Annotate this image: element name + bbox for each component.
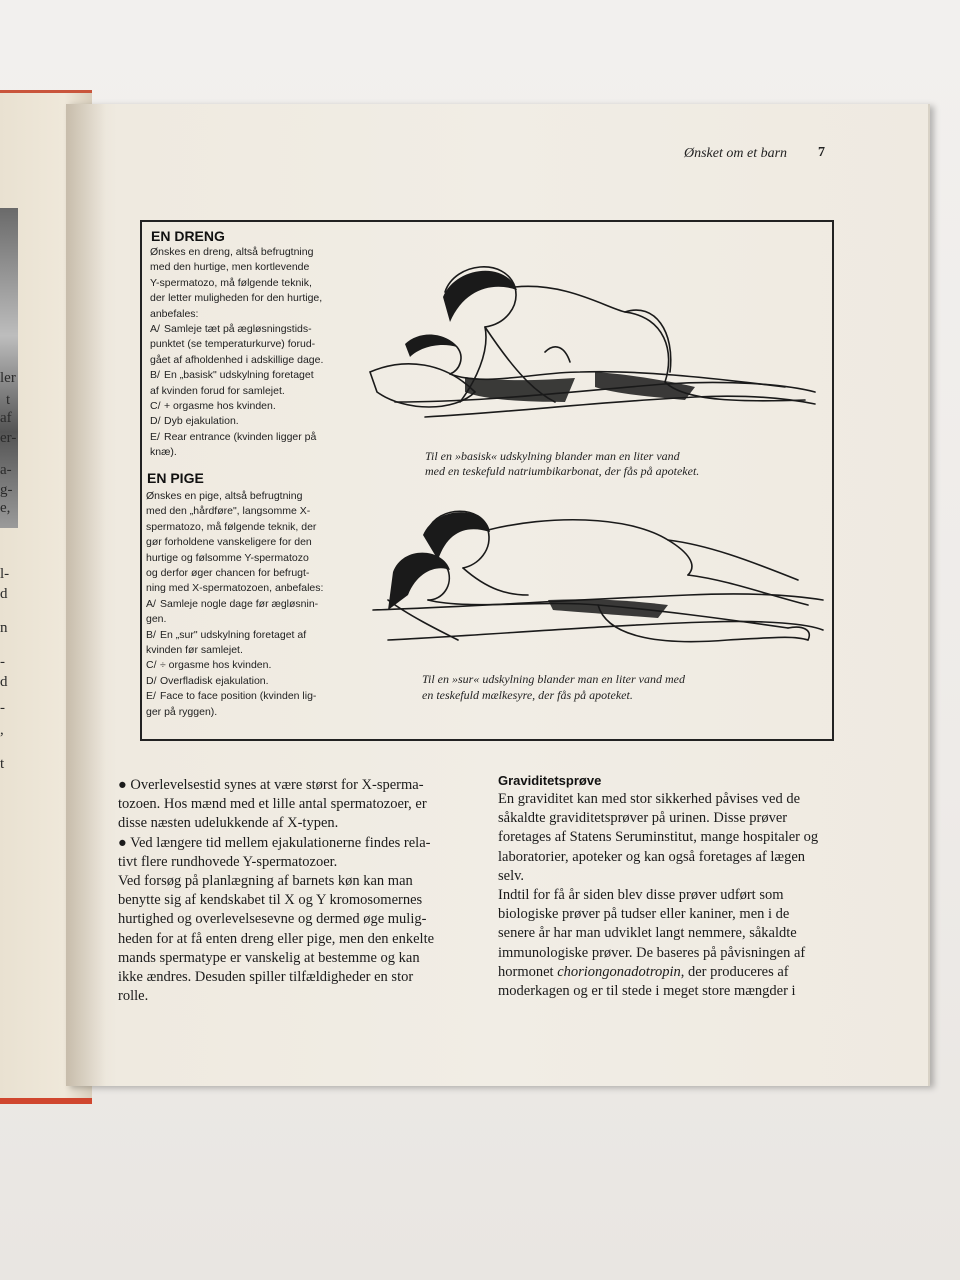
caption-sur-1: Til en »sur« udskylning blander man en liter vand med (422, 672, 685, 686)
heading-graviditetsprove: Graviditetsprøve (498, 773, 602, 788)
caption-sur-2: en teskefuld mælkesyre, der fås på apoteket. (422, 688, 633, 702)
illustration-rear-entrance (365, 252, 820, 447)
body-line: En graviditet kan med stor sikkerhed påvises ved de (498, 791, 801, 807)
list-item-line: Face to face position (kvinden lig- (160, 690, 317, 703)
list-item-line: En „sur" udskylning foretaget af (160, 628, 307, 641)
heading-en-pige: EN PIGE (147, 470, 204, 486)
body-line: tivt flere rundhovede Y-spermatozoer. (118, 853, 338, 870)
body-line: rolle. (118, 988, 149, 1005)
list-item-line: Dyb ejakulation. (164, 415, 239, 428)
left-fragment: ler (0, 370, 16, 386)
caption-basisk-2: med en teskefuld natriumbikarbonat, der fås på apoteket. (425, 464, 700, 478)
body-line: ● Overlevelsestid synes at være størst for X-sperma- (118, 777, 424, 793)
left-fragment: d (0, 586, 8, 602)
box-line: og derfor øger chancen for befrugt- (146, 567, 310, 579)
box-line: Ønskes en dreng, altså befrugtning (150, 246, 314, 258)
body-line: senere år har man udviklet langt nemmere, såkaldte (498, 925, 797, 942)
left-page-photo (0, 208, 18, 528)
list-item-line: ger på ryggen). (146, 705, 218, 718)
list-label: A/ (146, 597, 156, 610)
body-line: Indtil for få år siden blev disse prøver udført som (498, 887, 784, 903)
left-fragment: g- (0, 482, 13, 498)
list-label: A/ (150, 323, 160, 335)
body-line: såkaldte graviditetsprøver på urinen. Disse prøver (498, 810, 788, 827)
left-fragment: t (0, 756, 5, 772)
body-line: ikke ændres. Desuden spiller tilfældigheder en stor (118, 969, 414, 985)
left-fragment: - (0, 700, 5, 716)
box-line: med den hurtige, men kortlevende (150, 261, 310, 274)
body-line: foretages af Statens Seruminstitut, mange hospitaler og (498, 829, 819, 846)
list-item-line: ÷ orgasme hos kvinden. (160, 659, 272, 672)
left-fragment: er- (0, 430, 17, 446)
box-line: hurtige og følsomme Y-spermatozo (146, 551, 309, 564)
page-number: 7 (818, 145, 825, 160)
left-fragment: n (0, 620, 8, 636)
list-item-line: En „basisk" udskylning foretaget (164, 369, 314, 382)
box-line: ning med X-spermatozoen, anbefales: (146, 582, 324, 595)
body-line: hurtighed og overlevelsesevne og dermed øge mulig- (118, 911, 427, 928)
list-item-line: knæ). (150, 446, 177, 459)
heading-en-dreng: EN DRENG (151, 228, 225, 244)
list-label: C/ (146, 659, 157, 672)
list-item-line: punktet (se temperaturkurve) forud- (150, 338, 316, 351)
body-line: disse næsten udelukkende af X-typen. (118, 815, 339, 832)
running-head: Ønsket om et barn (684, 146, 788, 161)
list-item-line: gen. (146, 613, 167, 626)
box-line: Ønskes en pige, altså befrugtning (146, 490, 303, 502)
body-line: immunologiske prøver. De baseres på påvisningen af (498, 944, 806, 961)
list-item-line: Samleje nogle dage før ægløsnin- (160, 597, 319, 610)
body-line: tozoen. Hos mænd med et lille antal spermatozoer, er (118, 796, 427, 813)
list-label: D/ (146, 674, 157, 687)
left-fragment: e, (0, 500, 11, 516)
body-line: hormonet choriongonadotropin, der produceres af (498, 963, 789, 980)
box-line: der letter muligheden for den hurtige, (150, 292, 323, 305)
list-label: E/ (150, 430, 160, 443)
left-fragment: , (0, 722, 4, 738)
illustration-face-to-face (368, 500, 828, 670)
left-fragment: l- (0, 566, 10, 582)
list-item-line: af kvinden forud for samlejet. (150, 384, 285, 397)
box-line: gør forholdene vanskeligere for den (146, 536, 312, 549)
body-line: moderkagen og er til stede i meget store mængder i (498, 983, 796, 999)
body-line: selv. (498, 867, 525, 884)
list-item-line: Overfladisk ejakulation. (160, 674, 269, 687)
list-item-line: Rear entrance (kvinden ligger på (164, 430, 317, 443)
body-line: mands spermatype er vanskelig at bestemme og kan (118, 949, 420, 966)
box-line: Y-spermatozo, må følgende teknik, (150, 276, 312, 289)
list-label: D/ (150, 415, 161, 428)
left-fragment: af (0, 410, 12, 426)
left-fragment: a- (0, 462, 12, 478)
left-fragment: - (0, 654, 5, 670)
box-line: anbefales: (150, 307, 199, 320)
box-line: spermatozo, må følgende teknik, der (146, 520, 317, 533)
page-gutter-shadow (66, 104, 106, 1086)
body-line: Ved forsøg på planlægning af barnets køn kan man (118, 873, 413, 889)
list-item-line: + orgasme hos kvinden. (164, 400, 276, 412)
left-fragment: t (6, 392, 11, 408)
caption-basisk-1: Til en »basisk« udskylning blander man en liter vand (425, 449, 680, 463)
body-line: ● Ved længere tid mellem ejakulationerne findes rela- (118, 834, 431, 851)
list-item-line: Samleje tæt på ægløsningstids- (164, 323, 312, 335)
left-fragment: d (0, 674, 8, 690)
list-label: E/ (146, 690, 156, 703)
body-line: heden for at få enten dreng eller pige, men den enkelte (118, 930, 435, 947)
body-line: benytte sig af kendskabet til X og Y kromosomernes (118, 892, 423, 909)
list-label: B/ (146, 628, 156, 641)
box-line: med den „hårdføre", langsomme X- (146, 505, 311, 518)
list-item-line: kvinden før samlejet. (146, 644, 243, 656)
body-line: biologiske prøver på tudser eller kaniner, men i de (498, 906, 790, 923)
list-label: C/ (150, 400, 161, 412)
list-item-line: gået af afholdenhed i adskillige dage. (150, 353, 324, 366)
body-line: laboratorier, apoteker og kan også foretages af lægen (498, 848, 806, 865)
list-label: B/ (150, 369, 160, 382)
